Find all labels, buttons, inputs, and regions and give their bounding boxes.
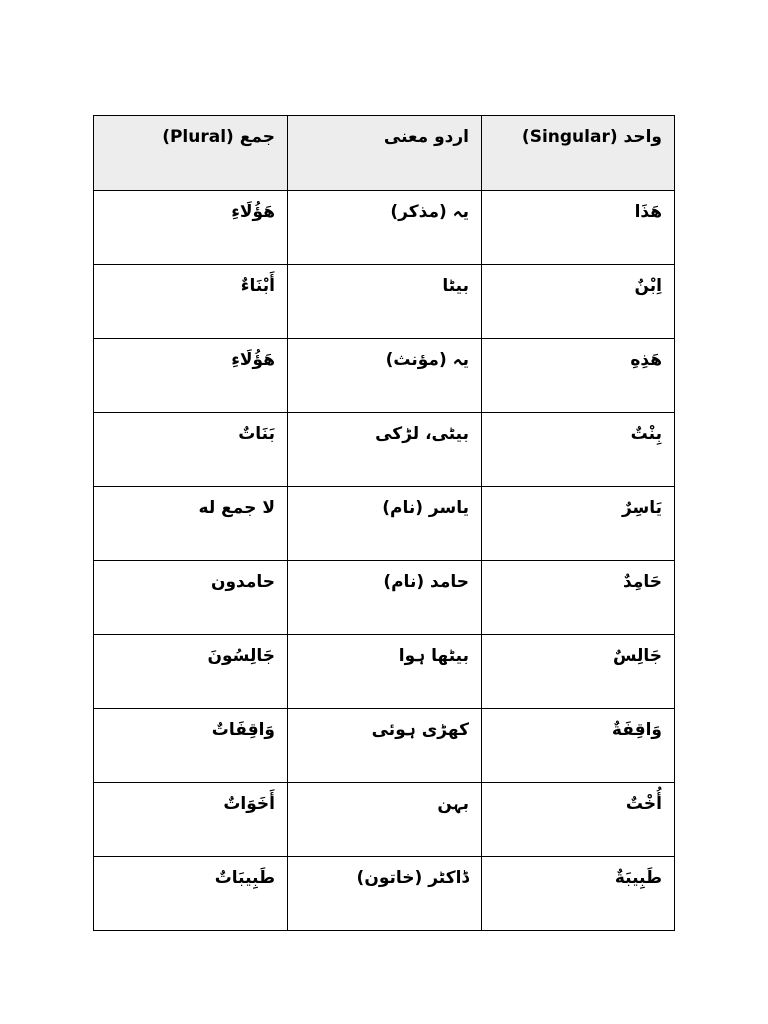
singular-cell [482,783,675,857]
plural-word: بَنَاتٌ [238,424,275,444]
urdu-meaning: ڈاکٹر (خاتون) [356,868,469,888]
singular-cell [482,191,675,265]
urdu-meaning: یہ (مذکر) [390,202,469,222]
singular-word: اِبْنٌ [634,276,662,296]
meaning-cell [288,413,482,487]
table-row [94,487,675,561]
plural-word: أَبْنَاءٌ [240,276,275,296]
plural-word: طَبِيبَاتٌ [214,868,275,888]
table-row [94,339,675,413]
meaning-cell [288,487,482,561]
singular-cell [482,709,675,783]
header-meaning [288,116,482,191]
singular-word: وَاقِفَةٌ [611,720,662,740]
table-header [94,116,675,191]
urdu-meaning: بیٹی، لڑکی [375,424,469,444]
singular-word: هَذَا [634,202,662,222]
meaning-cell [288,265,482,339]
singular-cell [482,635,675,709]
urdu-meaning: بہن [437,794,469,814]
plural-word: أَخَوَاتٌ [223,794,275,814]
singular-word: طَبِيبَةٌ [614,868,662,888]
singular-cell [482,265,675,339]
table-body [94,191,675,931]
table-row [94,561,675,635]
plural-word: هَؤُلَاءِ [231,350,275,370]
table-row [94,413,675,487]
plural-word: لا جمع له [198,498,275,518]
singular-word: جَالِسٌ [612,646,662,666]
singular-word: حَامِدٌ [623,572,662,592]
plural-word: وَاقِفَاتٌ [211,720,275,740]
meaning-cell [288,561,482,635]
meaning-cell [288,783,482,857]
plural-cell [94,709,288,783]
header-singular-label: واحد (Singular) [521,127,662,147]
singular-cell [482,487,675,561]
plural-word: جَالِسُونَ [207,646,275,666]
plural-cell [94,635,288,709]
singular-word: هَذِهِ [630,350,662,370]
header-plural-label: جمع (Plural) [162,127,275,147]
plural-cell [94,339,288,413]
singular-cell [482,561,675,635]
table-row [94,191,675,265]
header-plural [94,116,288,191]
plural-cell [94,561,288,635]
meaning-cell [288,857,482,931]
singular-cell [482,339,675,413]
table-row [94,635,675,709]
plural-cell [94,487,288,561]
table-row [94,709,675,783]
header-row [94,116,675,191]
plural-word: حامدون [210,572,275,592]
plural-cell [94,265,288,339]
urdu-meaning: حامد (نام) [383,572,469,592]
singular-word: أُخْتٌ [625,794,662,814]
singular-word: يَاسِرٌ [621,498,662,518]
table-row [94,857,675,931]
urdu-meaning: یہ (مؤنث) [385,350,469,370]
table-row [94,265,675,339]
plural-cell [94,413,288,487]
meaning-cell [288,635,482,709]
urdu-meaning: بیٹھا ہوا [398,646,469,666]
urdu-meaning: کھڑی ہوئی [371,720,469,740]
singular-cell [482,857,675,931]
meaning-cell [288,709,482,783]
plural-cell [94,857,288,931]
meaning-cell [288,191,482,265]
vocabulary-table [93,115,675,931]
plural-cell [94,783,288,857]
urdu-meaning: بیٹا [442,276,469,296]
plural-cell [94,191,288,265]
urdu-meaning: یاسر (نام) [382,498,469,518]
header-meaning-label: اردو معنی [383,127,469,147]
plural-word: هَؤُلَاءِ [231,202,275,222]
meaning-cell [288,339,482,413]
header-singular [482,116,675,191]
singular-cell [482,413,675,487]
table-row [94,783,675,857]
singular-word: بِنْتٌ [630,424,662,444]
